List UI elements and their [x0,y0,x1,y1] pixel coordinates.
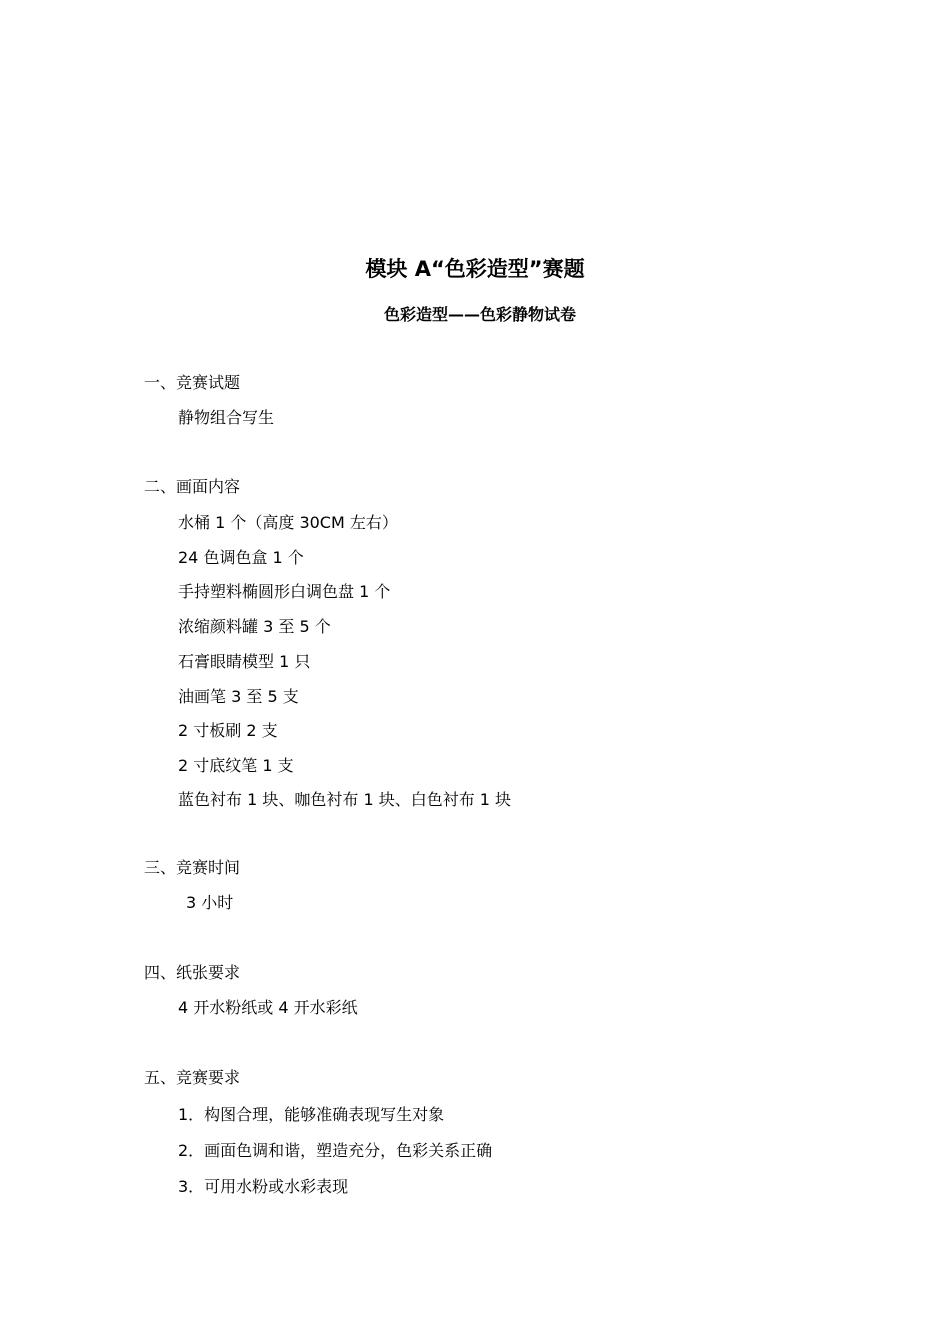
section-item: 静物组合写生 [178,408,275,427]
section-item: 3．可用水粉或水彩表现 [178,1177,349,1196]
document-subtitle: 色彩造型——色彩静物试卷 [383,305,576,324]
section-item: 石膏眼睛模型 1 只 [178,652,311,671]
section-item: 4 开水粉纸或 4 开水彩纸 [178,998,358,1017]
section-item: 2 寸底纹笔 1 支 [178,756,294,775]
section-item: 2．画面色调和谐，塑造充分，色彩关系正确 [178,1141,493,1160]
section-heading-competition-time: 三、竞赛时间 [144,858,241,877]
section-heading-competition-requirements: 五、竞赛要求 [144,1068,241,1087]
section-item: 水桶 1 个（高度 30CM 左右） [178,513,398,532]
section-item: 3 小时 [186,893,234,912]
section-item: 浓缩颜料罐 3 至 5 个 [178,617,331,636]
section-heading-picture-content: 二、画面内容 [144,477,241,496]
section-item: 24 色调色盒 1 个 [178,548,304,567]
section-item: 油画笔 3 至 5 支 [178,687,299,706]
section-item: 蓝色衬布 1 块、咖色衬布 1 块、白色衬布 1 块 [178,790,512,809]
section-item: 手持塑料椭圆形白调色盘 1 个 [178,582,391,601]
section-heading-paper-requirements: 四、纸张要求 [144,963,241,982]
section-item: 1．构图合理，能够准确表现写生对象 [178,1105,445,1124]
document-title: 模块 A“色彩造型”赛题 [365,257,585,281]
section-item: 2 寸板刷 2 支 [178,721,278,740]
section-heading-competition-topic: 一、竞赛试题 [144,373,241,392]
